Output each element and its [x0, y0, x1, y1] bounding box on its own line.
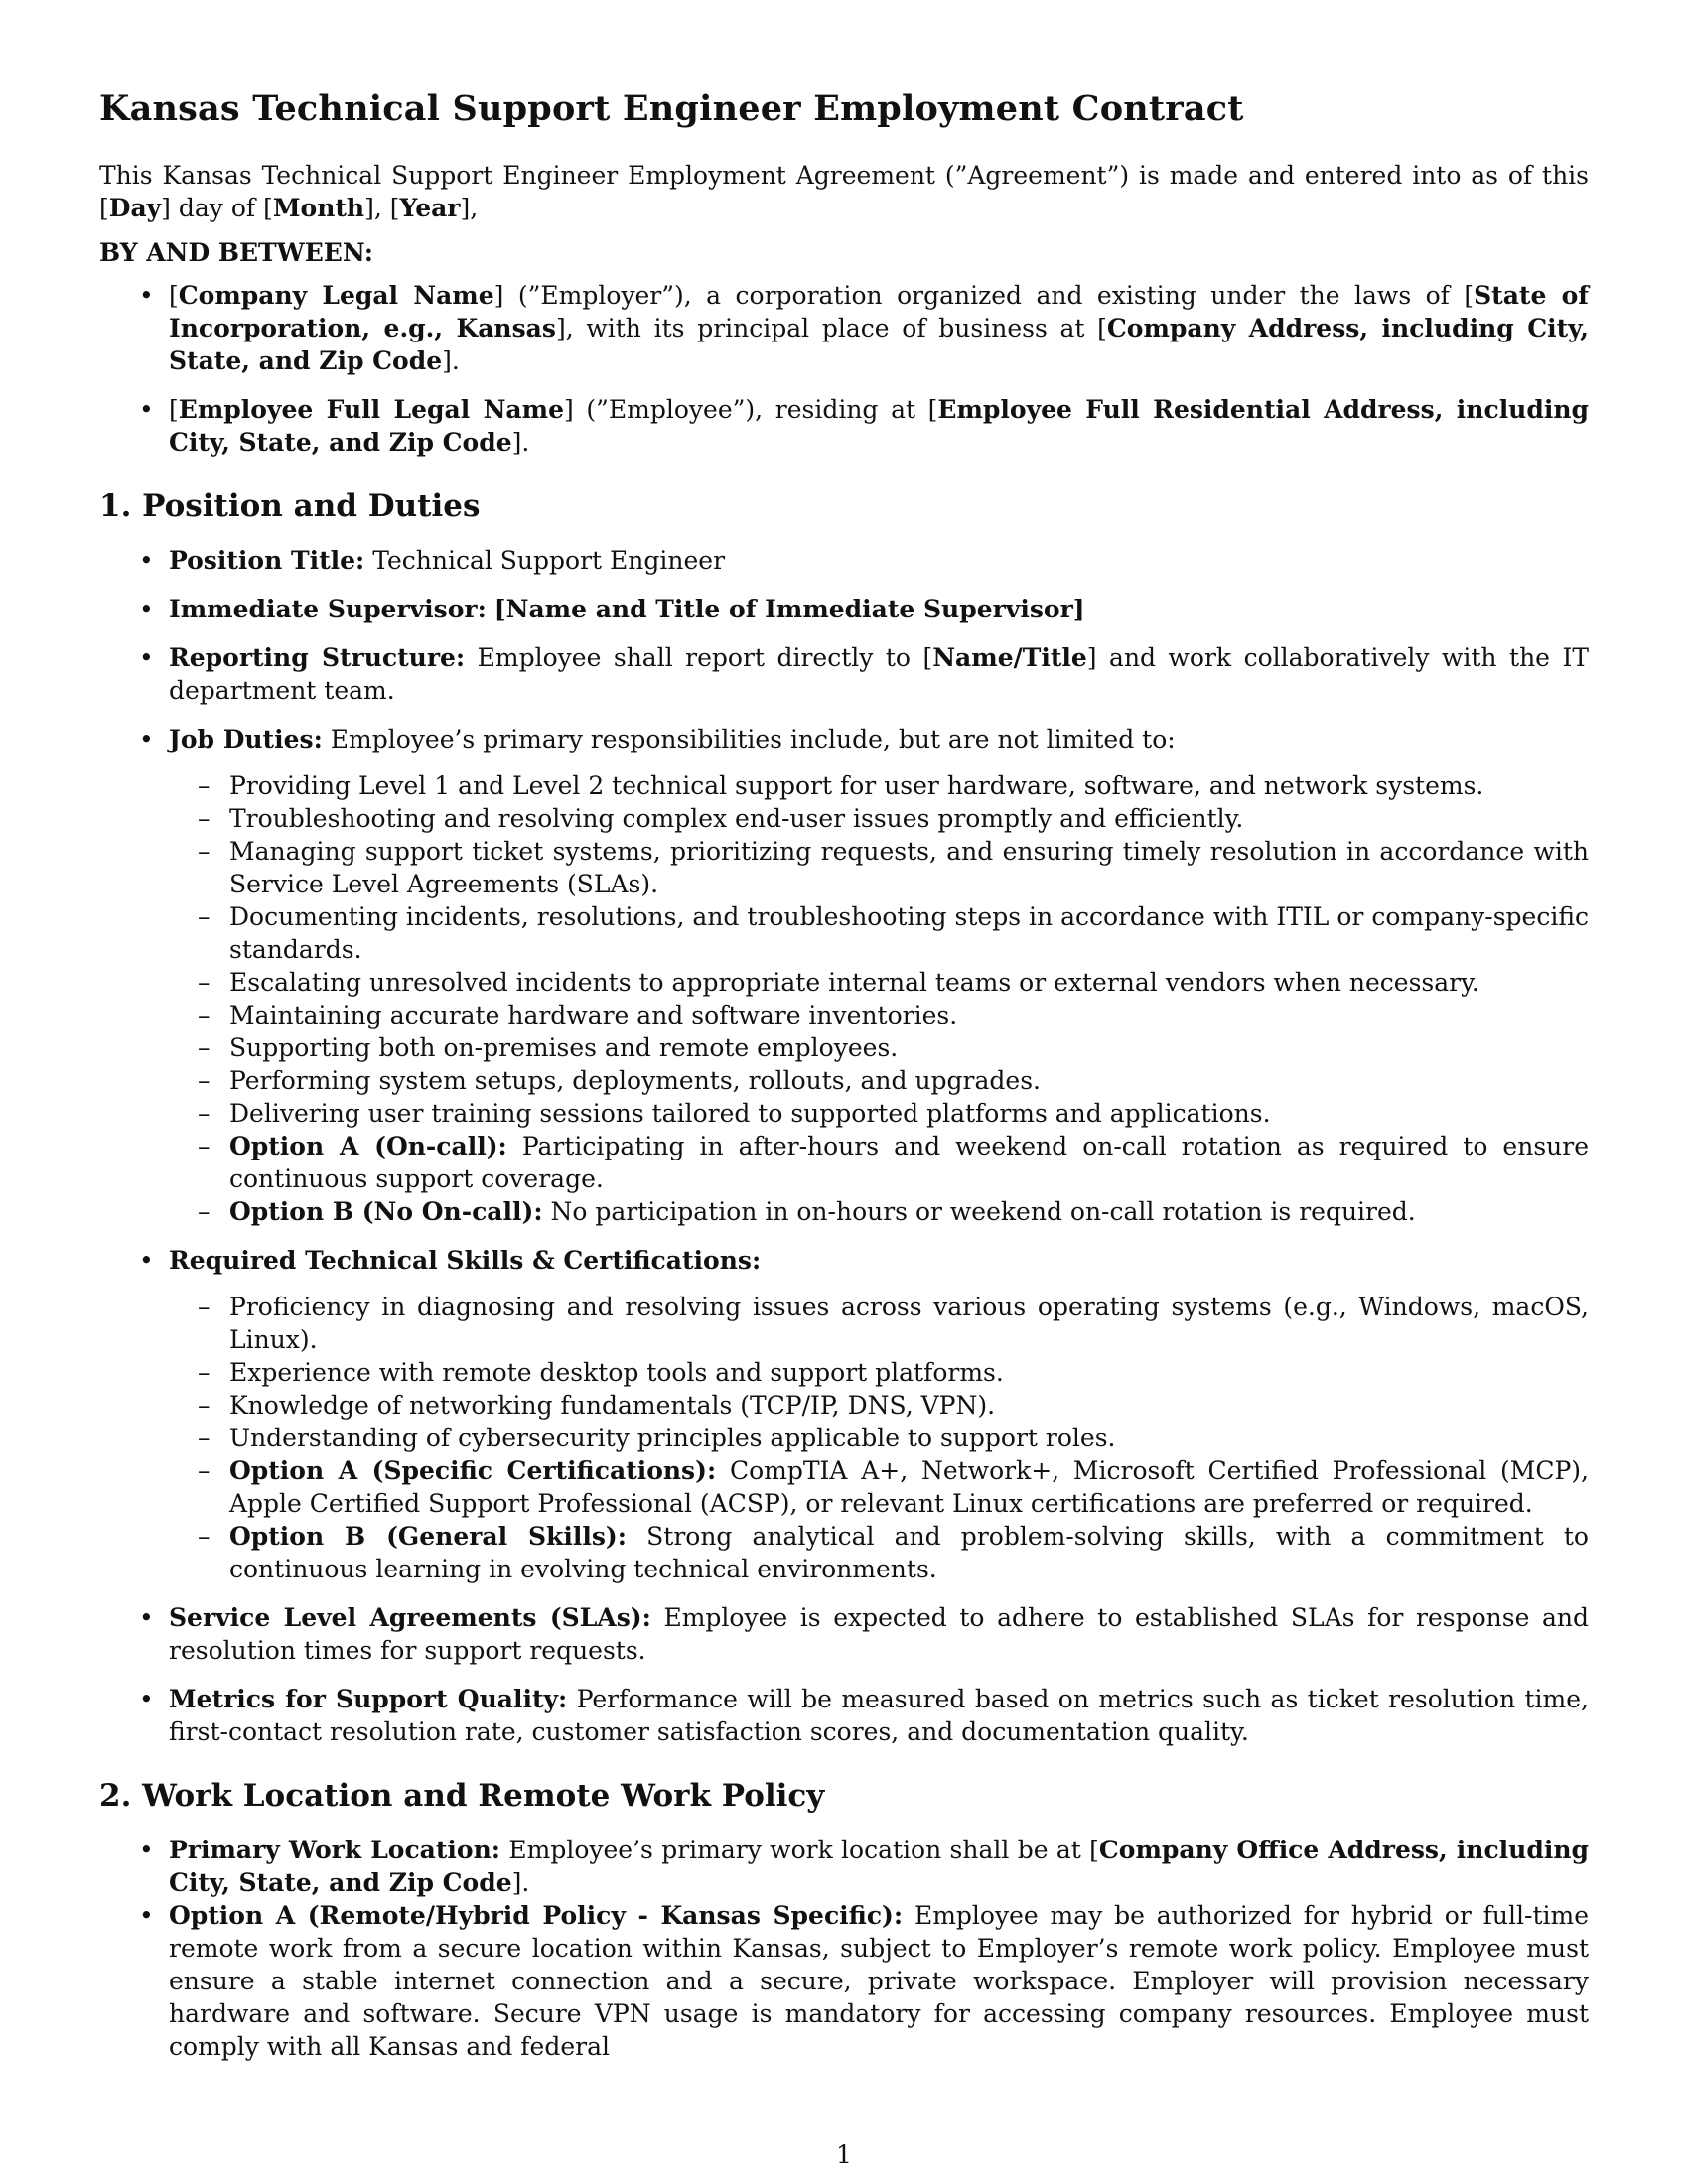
text: No participation in on-hours or weekend on-call rotation is required.: [550, 1197, 1416, 1226]
skill-option-a: [169, 1454, 1589, 1520]
section-1-heading: 1. Position and Duties: [99, 488, 481, 524]
employer-party: [99, 279, 1589, 377]
sla-item: [99, 1601, 1589, 1667]
label: Job Duties:: [169, 725, 323, 753]
text: [: [169, 281, 179, 310]
primary-location-item: [99, 1834, 1589, 1899]
remote-option-a-item: [99, 1899, 1589, 2063]
label: Reporting Structure:: [169, 643, 466, 672]
label: Option A (On-call):: [229, 1132, 507, 1160]
text: Participating in after-hours and weekend on-call rotation as required to ensure continuous support coverage.: [229, 1132, 1589, 1193]
text: ].: [511, 1868, 530, 1897]
section-2-heading: 2. Work Location and Remote Work Policy: [99, 1778, 825, 1814]
list-item: – Troubleshooting and resolving complex end-user issues promptly and efficiently.: [169, 802, 1589, 835]
label: Option B (General Skills):: [229, 1522, 627, 1551]
list-item: – Supporting both on-premises and remote employees.: [169, 1031, 1589, 1064]
text: ].: [442, 346, 460, 375]
bracket: [: [493, 595, 506, 623]
metrics-item: [99, 1683, 1589, 1748]
employee-name-placeholder: Employee Full Legal Name: [178, 395, 564, 424]
bracket: ]: [1072, 595, 1085, 623]
intro-text: This Kansas Technical Support Engineer Employment Agreement (”Agreement”) is made and entered into as of this [: [99, 161, 1589, 222]
skill-option-b: [169, 1520, 1589, 1585]
text: Performance will be measured based on metrics such as ticket resolution time, first-contact resolution rate, customer satisfaction scores, and documentation quality.: [169, 1685, 1589, 1746]
page-number: 1: [836, 2140, 852, 2169]
list-item: – Knowledge of networking fundamentals (TCP/IP, DNS, VPN).: [169, 1389, 1589, 1422]
label: Primary Work Location:: [169, 1836, 501, 1864]
month-placeholder: Month: [272, 194, 365, 222]
parties-heading: BY AND BETWEEN:: [99, 238, 374, 267]
duty-option-b: [169, 1195, 1589, 1228]
position-title-item: [99, 544, 1589, 577]
company-name-placeholder: Company Legal Name: [178, 281, 494, 310]
supervisor-item: [99, 593, 1589, 625]
supervisor-placeholder: Name and Title of Immediate Supervisor: [505, 595, 1073, 623]
document-title: Kansas Technical Support Engineer Employment Contract: [99, 88, 1244, 129]
text: Employee’s primary work location shall be at [: [508, 1836, 1099, 1864]
list-item: – Documenting incidents, resolutions, and troubleshooting steps in accordance with ITIL or company-specific standards.: [169, 900, 1589, 966]
employee-address-placeholder: Employee Full Residential Address, including City, State, and Zip Code: [169, 395, 1589, 457]
parties-list: [99, 279, 1589, 459]
skills-list: [169, 1291, 1589, 1585]
list-item: – Experience with remote desktop tools and support platforms.: [169, 1356, 1589, 1389]
name-title-placeholder: Name/Title: [932, 643, 1087, 672]
text: Employee shall report directly to [: [477, 643, 933, 672]
duties-list: [169, 769, 1589, 1228]
label: Position Title:: [169, 546, 365, 575]
label: Service Level Agreements (SLAs):: [169, 1603, 651, 1632]
text: Employee may be authorized for hybrid or full-time remote work from a secure location within Kansas, subject to Employer’s remote work policy. Employee must ensure a stable internet connection and a secure, private workspace. Employer will provision necessary hardware and software. Secure VPN usage is mandatory for accessing company resources. Employee must comply with all Kansas and federal: [169, 1901, 1589, 2061]
text: ] and work collaboratively with the IT department team.: [169, 643, 1590, 705]
text: ] (”Employee”), residing at [: [564, 395, 938, 424]
company-address-placeholder: Company Address, including City, State, and Zip Code: [169, 314, 1589, 375]
employee-party: [99, 393, 1589, 459]
text: ] (”Employer”), a corporation organized and existing under the laws of [: [493, 281, 1475, 310]
text: [: [169, 395, 179, 424]
intro-text: ] day of [: [161, 194, 273, 222]
state-placeholder: State of Incorporation, e.g., Kansas: [169, 281, 1589, 342]
list-item: – Delivering user training sessions tailored to supported platforms and applications.: [169, 1097, 1589, 1130]
intro-text: ], [: [364, 194, 400, 222]
label: Required Technical Skills & Certifications:: [169, 1246, 762, 1275]
list-item: – Providing Level 1 and Level 2 technical support for user hardware, software, and network systems.: [169, 769, 1589, 802]
skills-item: [99, 1244, 1589, 1585]
list-item: – Managing support ticket systems, prioritizing requests, and ensuring timely resolution in accordance with Service Level Agreements (SLAs).: [169, 835, 1589, 900]
list-item: – Maintaining accurate hardware and software inventories.: [169, 999, 1589, 1031]
section-2-list: [99, 1834, 1589, 2063]
reporting-item: [99, 641, 1589, 707]
text: Strong analytical and problem-solving skills, with a commitment to continuous learning in evolving technical environments.: [229, 1522, 1589, 1583]
label: Option A (Remote/Hybrid Policy - Kansas Specific):: [169, 1901, 904, 1930]
intro-paragraph: [99, 159, 1589, 224]
list-item: – Performing system setups, deployments, rollouts, and upgrades.: [169, 1064, 1589, 1097]
year-placeholder: Year: [399, 194, 461, 222]
text: CompTIA A+, Network+, Microsoft Certified Professional (MCP), Apple Certified Support Professional (ACSP), or relevant Linux certifications are preferred or required.: [229, 1456, 1589, 1518]
list-item: – Escalating unresolved incidents to appropriate internal teams or external vendors when necessary.: [169, 966, 1589, 999]
job-duties-item: [99, 723, 1589, 1228]
text: Employee is expected to adhere to established SLAs for response and resolution times for support requests.: [169, 1603, 1589, 1665]
intro-text: ],: [460, 194, 479, 222]
section-1-list: [99, 544, 1589, 1748]
list-item: – Understanding of cybersecurity principles applicable to support roles.: [169, 1422, 1589, 1454]
label: Option B (No On-call):: [229, 1197, 543, 1226]
text: ].: [511, 428, 530, 457]
label: Option A (Specific Certifications):: [229, 1456, 717, 1485]
duty-option-a: [169, 1130, 1589, 1195]
document-page: [99, 87, 1589, 2063]
list-item: – Proficiency in diagnosing and resolving issues across various operating systems (e.g., Windows, macOS, Linux).: [169, 1291, 1589, 1356]
value: Technical Support Engineer: [372, 546, 726, 575]
label: Metrics for Support Quality:: [169, 1685, 568, 1713]
day-placeholder: Day: [108, 194, 162, 222]
office-address-placeholder: Company Office Address, including City, State, and Zip Code: [169, 1836, 1589, 1897]
label: Immediate Supervisor:: [169, 595, 487, 623]
text: ], with its principal place of business at [: [555, 314, 1107, 342]
text: Employee’s primary responsibilities include, but are not limited to:: [330, 725, 1176, 753]
